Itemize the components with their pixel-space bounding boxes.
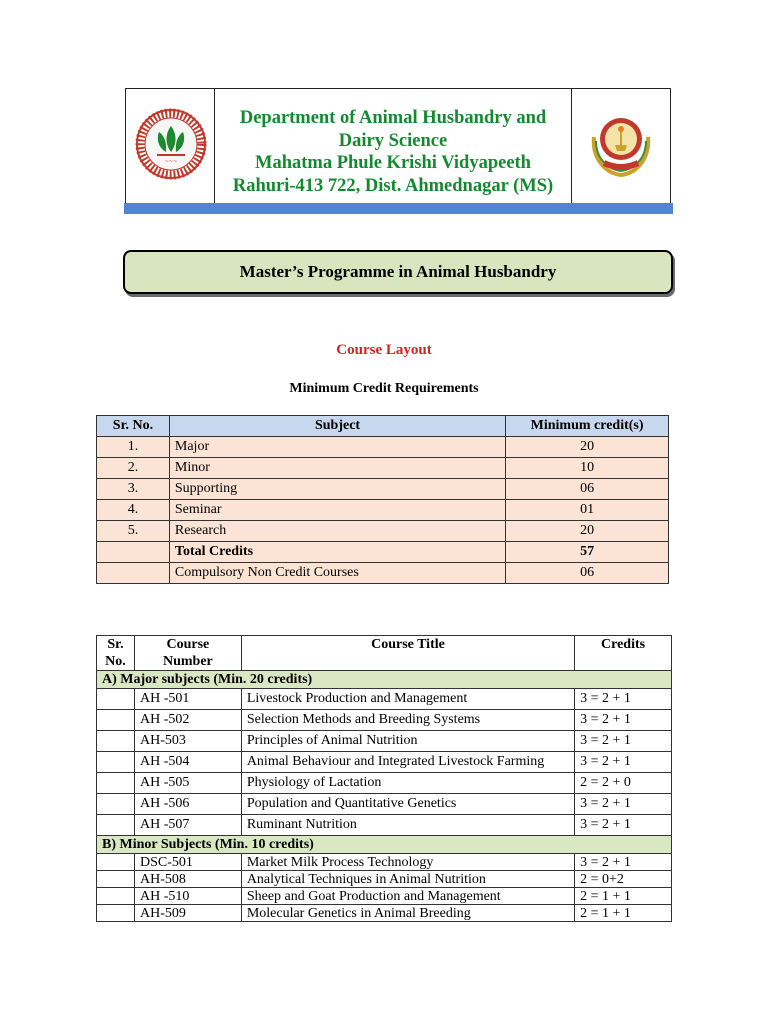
credits-cell: 20 <box>506 437 669 458</box>
credits-cell: 10 <box>506 458 669 479</box>
credits-cell: 06 <box>506 479 669 500</box>
column-header-credits: Credits <box>575 636 672 671</box>
column-header-sr-no: Sr. No. <box>97 416 170 437</box>
subject-cell: Major <box>169 437 505 458</box>
course-title-cell: Market Milk Process Technology <box>241 854 574 871</box>
table-row <box>97 731 672 752</box>
credits-cell: 2 = 0+2 <box>575 871 672 888</box>
table-row <box>97 794 672 815</box>
course-title-cell: Physiology of Lactation <box>241 773 574 794</box>
sr-no-cell <box>97 752 135 773</box>
noncredit-value: 06 <box>506 563 669 584</box>
column-header-course-number <box>134 636 241 671</box>
total-credits-value: 57 <box>506 542 669 563</box>
sr-no-cell <box>97 794 135 815</box>
credits-cell: 2 = 1 + 1 <box>575 888 672 905</box>
header-num-line2: Number <box>163 654 213 669</box>
sr-no-cell: 4. <box>97 500 170 521</box>
university-logo-cell <box>126 89 215 203</box>
section-row-major <box>97 671 672 689</box>
section-row-minor <box>97 836 672 854</box>
major-section-heading: A) Major subjects (Min. 20 credits) <box>97 671 672 689</box>
subject-cell: Research <box>169 521 505 542</box>
credits-cell: 3 = 2 + 1 <box>575 815 672 836</box>
course-title-cell: Animal Behaviour and Integrated Livestock Farming <box>241 752 574 773</box>
course-title-cell: Selection Methods and Breeding Systems <box>241 710 574 731</box>
column-header-subject: Subject <box>169 416 505 437</box>
sr-no-cell: 5. <box>97 521 170 542</box>
course-number-cell: AH -507 <box>134 815 241 836</box>
credits-cell: 3 = 2 + 1 <box>575 710 672 731</box>
course-number-cell: AH -510 <box>134 888 241 905</box>
sr-no-cell <box>97 689 135 710</box>
subject-cell: Supporting <box>169 479 505 500</box>
table-row <box>97 752 672 773</box>
credits-cell: 01 <box>506 500 669 521</box>
column-header-course-title: Course Title <box>241 636 574 671</box>
sr-no-cell <box>97 905 135 922</box>
sr-no-cell: 2. <box>97 458 170 479</box>
table-row <box>97 479 669 500</box>
credits-cell: 3 = 2 + 1 <box>575 752 672 773</box>
table-row <box>97 871 672 888</box>
institute-emblem-icon <box>584 107 658 181</box>
table-row <box>97 905 672 922</box>
table-row <box>97 710 672 731</box>
credits-cell: 3 = 2 + 1 <box>575 689 672 710</box>
credits-cell: 3 = 2 + 1 <box>575 731 672 752</box>
table-header-row <box>97 416 669 437</box>
svg-text:~~~: ~~~ <box>164 159 178 165</box>
subject-cell: Seminar <box>169 500 505 521</box>
sr-no-cell <box>97 731 135 752</box>
course-table <box>96 635 672 922</box>
course-title-cell: Principles of Animal Nutrition <box>241 731 574 752</box>
university-address: Rahuri-413 722, Dist. Ahmednagar (MS) <box>232 175 554 196</box>
letterhead <box>125 88 671 204</box>
programme-banner: Master’s Programme in Animal Husbandry <box>123 250 673 294</box>
credits-cell: 3 = 2 + 1 <box>575 794 672 815</box>
course-title-cell: Molecular Genetics in Animal Breeding <box>241 905 574 922</box>
total-row <box>97 542 669 563</box>
table-row <box>97 815 672 836</box>
table-row <box>97 437 669 458</box>
course-number-cell: AH -504 <box>134 752 241 773</box>
course-title-cell: Ruminant Nutrition <box>241 815 574 836</box>
course-layout-heading: Course Layout <box>336 342 432 358</box>
course-number-cell: AH -506 <box>134 794 241 815</box>
course-number-cell: AH -502 <box>134 710 241 731</box>
table-row <box>97 888 672 905</box>
sr-no-cell <box>97 773 135 794</box>
column-header-min-credits: Minimum credit(s) <box>506 416 669 437</box>
sr-no-cell: 1. <box>97 437 170 458</box>
minor-section-heading: B) Minor Subjects (Min. 10 credits) <box>97 836 672 854</box>
noncredit-label: Compulsory Non Credit Courses <box>169 563 505 584</box>
course-number-cell: AH -501 <box>134 689 241 710</box>
credits-cell: 20 <box>506 521 669 542</box>
table-header-row <box>97 636 672 671</box>
sr-no-cell: 3. <box>97 479 170 500</box>
header-divider-bar <box>124 203 673 214</box>
header-sr-line2: No. <box>105 654 126 669</box>
total-credits-label: Total Credits <box>169 542 505 563</box>
sr-no-cell <box>97 710 135 731</box>
header-num-line1: Course <box>166 637 210 652</box>
course-title-cell: Analytical Techniques in Animal Nutrition <box>241 871 574 888</box>
header-sr-line1: Sr. <box>107 637 124 652</box>
institute-logo-cell <box>571 89 670 203</box>
course-number-cell: AH -505 <box>134 773 241 794</box>
course-title-cell: Livestock Production and Management <box>241 689 574 710</box>
course-number-cell: AH-509 <box>134 905 241 922</box>
minimum-credit-heading: Minimum Credit Requirements <box>289 381 479 396</box>
course-title-cell: Sheep and Goat Production and Management <box>241 888 574 905</box>
course-number-cell: AH-503 <box>134 731 241 752</box>
table-row <box>97 458 669 479</box>
department-name-line-2: Dairy Science <box>338 130 448 151</box>
sr-no-cell <box>97 871 135 888</box>
table-row <box>97 854 672 871</box>
credits-cell: 2 = 2 + 0 <box>575 773 672 794</box>
sr-no-cell <box>97 815 135 836</box>
minimum-credit-table <box>96 415 669 584</box>
course-title-cell: Population and Quantitative Genetics <box>241 794 574 815</box>
sr-no-cell <box>97 888 135 905</box>
table-row <box>97 500 669 521</box>
column-header-sr-no <box>97 636 135 671</box>
credits-cell: 3 = 2 + 1 <box>575 854 672 871</box>
university-name: Mahatma Phule Krishi Vidyapeeth <box>255 153 531 173</box>
department-name-line: Department of Animal Husbandry and <box>239 108 547 128</box>
table-row <box>97 521 669 542</box>
course-number-cell: DSC-501 <box>134 854 241 871</box>
empty-cell <box>97 542 170 563</box>
sr-no-cell <box>97 854 135 871</box>
table-row <box>97 773 672 794</box>
course-number-cell: AH-508 <box>134 871 241 888</box>
credits-cell: 2 = 1 + 1 <box>575 905 672 922</box>
table-row <box>97 689 672 710</box>
noncredit-row <box>97 563 669 584</box>
empty-cell <box>97 563 170 584</box>
subject-cell: Minor <box>169 458 505 479</box>
department-heading <box>214 107 572 197</box>
university-logo-icon <box>135 108 207 180</box>
